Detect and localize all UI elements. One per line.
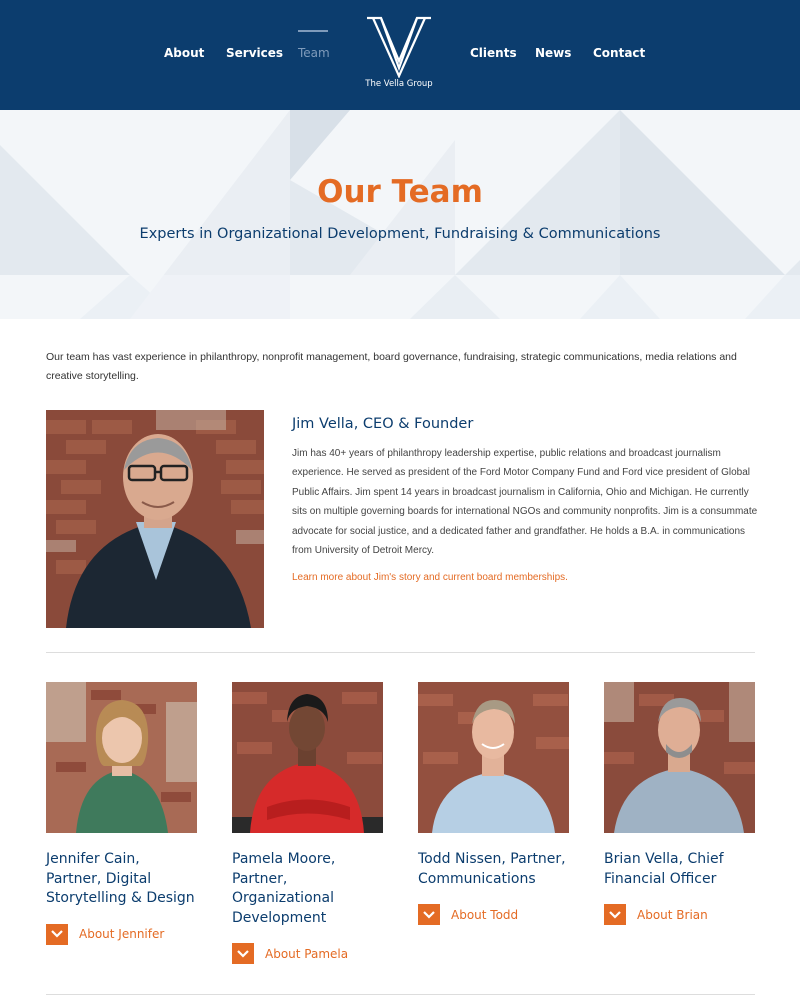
nav-clients[interactable]: Clients bbox=[470, 46, 517, 60]
team-card-brian bbox=[604, 682, 755, 925]
page-subtitle: Experts in Organizational Development, Fundraising & Communications bbox=[139, 226, 661, 242]
photo-pamela-moore bbox=[232, 682, 383, 833]
about-pamela-toggle[interactable] bbox=[232, 943, 383, 964]
chevron-down-icon bbox=[232, 943, 254, 964]
featured-member-name: Jim Vella, CEO & Founder bbox=[292, 416, 474, 432]
about-label: About Pamela bbox=[265, 946, 349, 961]
intro-text: Our team has vast experience in philanthropy, nonprofit management, board governance, fundraising, strategic communications, media relations and creative storytelling. bbox=[46, 351, 737, 382]
site-header bbox=[0, 0, 800, 110]
team-member-name: Pamela Moore, Partner, Organizational Development bbox=[232, 851, 336, 926]
team-member-name: Todd Nissen, Partner, Communications bbox=[418, 851, 566, 887]
photo-jim-vella bbox=[46, 410, 264, 628]
photo-jennifer-cain bbox=[46, 682, 197, 833]
chevron-down-icon bbox=[418, 904, 440, 925]
featured-member-bio: Jim has 40+ years of philanthropy leadership expertise, public relations and broadcast journalism experience. He served as president of the Ford Motor Company Fund and Ford vice president of Global Public Affairs. Jim spent 14 years in broadcast journalism in California, Ohio and Michigan. He currently sits on multiple governing boards for international NGOs and community nonprofits. Jim is a consummate advocate for social justice, and a dedicated father and grandfather. He holds a B.A. in communications from University of Detroit Mercy. bbox=[292, 448, 758, 557]
about-label: About Brian bbox=[637, 907, 708, 922]
about-brian-toggle[interactable] bbox=[604, 904, 755, 925]
about-label: About Jennifer bbox=[79, 927, 165, 941]
nav-team[interactable]: Team bbox=[298, 46, 330, 60]
nav-about[interactable]: About bbox=[164, 46, 205, 60]
logo-v-icon bbox=[364, 16, 434, 78]
hero-banner bbox=[0, 110, 800, 319]
nav-services[interactable]: Services bbox=[226, 46, 284, 60]
section-divider-bottom bbox=[46, 994, 755, 995]
nav-active-indicator bbox=[298, 30, 328, 32]
photo-todd-nissen bbox=[418, 682, 569, 833]
team-member-name: Jennifer Cain, Partner, Digital Storytelling & Design bbox=[46, 851, 195, 906]
chevron-down-icon bbox=[604, 904, 626, 925]
about-jennifer-toggle[interactable] bbox=[46, 924, 197, 945]
hero-triangle-pattern bbox=[0, 110, 800, 319]
logo[interactable] bbox=[364, 16, 434, 96]
about-todd-toggle[interactable] bbox=[418, 904, 569, 925]
chevron-down-icon bbox=[46, 924, 68, 945]
team-card-todd bbox=[418, 682, 569, 925]
team-card-pamela bbox=[232, 682, 383, 964]
section-divider bbox=[46, 652, 755, 653]
photo-brian-vella bbox=[604, 682, 755, 833]
team-card-jennifer bbox=[46, 682, 197, 945]
team-member-name: Brian Vella, Chief Financial Officer bbox=[604, 851, 724, 887]
nav-news[interactable]: News bbox=[535, 46, 572, 60]
page-title: Our Team bbox=[317, 174, 483, 210]
featured-learn-more-link[interactable]: Learn more about Jim's story and current board memberships. bbox=[292, 572, 568, 583]
logo-text: The Vella Group bbox=[365, 79, 433, 89]
nav-contact[interactable]: Contact bbox=[593, 46, 646, 60]
about-label: About Todd bbox=[451, 907, 519, 922]
